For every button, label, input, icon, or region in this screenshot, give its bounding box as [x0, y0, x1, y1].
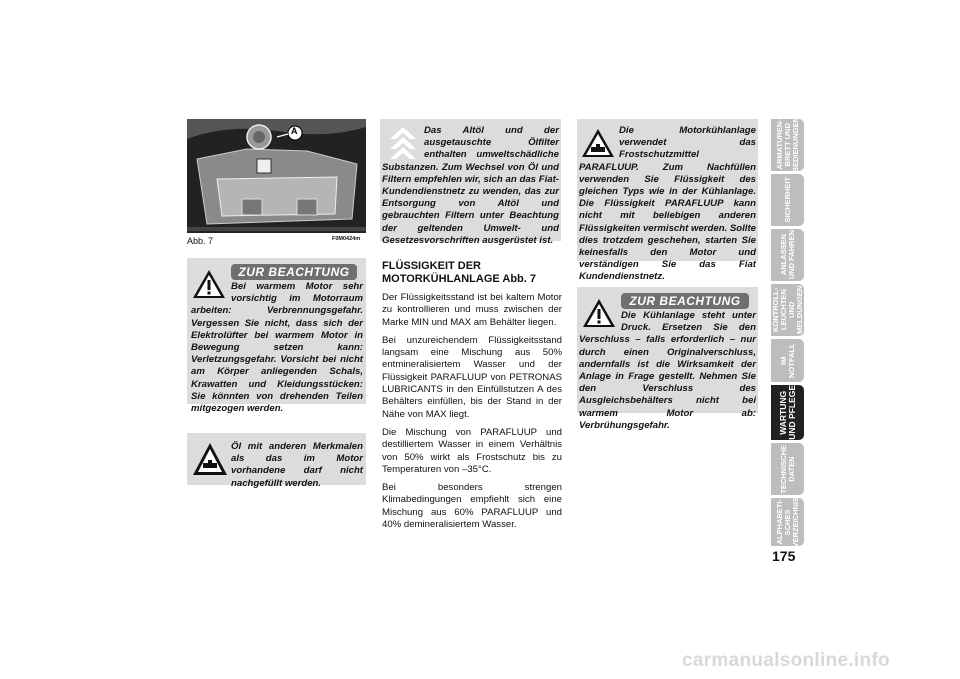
- tab-kontrollleuchten[interactable]: KONTROLL- LEUCHTEN UND MELDUNGEN: [770, 285, 804, 335]
- warning-text-right: Die Kühlanlage steht unter Druck. Ersetzen Sie den Verschluss – falls erforderlich – nur durch einen Originalverschluss, andernfalls ist die Wirksamkeit der Anlage in Frage gestellt. Nehmen Sie den Verschluss des Ausgleichsbehälters nicht bei warmem Motor ab: Verbrühungsgefahr.: [579, 310, 756, 431]
- figure-code: F0M0424m: [332, 236, 361, 242]
- tab-technische-daten[interactable]: TECHNISCHE DATEN: [771, 443, 804, 495]
- warning-header: ZUR BEACHTUNG: [231, 264, 357, 280]
- paragraph-3: Die Mischung von PARAFLUUP und destilliertem Wasser in einem Verhältnis von 50% wirkt als Frostschutz bis zu Temperaturen von –35°C.: [382, 426, 562, 475]
- tab-armaturenbrett[interactable]: ARMATUREN- BRETT UND BEDIENUNGEN: [771, 119, 804, 171]
- tab-verzeichnis[interactable]: ALPHABETI- SCHES VERZEICHNIS: [771, 498, 804, 546]
- figure-caption: Abb. 7: [187, 236, 214, 246]
- environment-text: Das Altöl und der ausgetauschte Ölfilter enthalten umweltschädliche Substanzen. Zum Wechsel von Öl und Filtern empfehlen wir, sich an das Fiat-Kundendienstnetz zu wenden, das zur Entsorgung von Altöl und gebrauchten Filtern unter Beachtung der geltenden Umwelt- und Gesetzesvorschriften ausgerüstet ist.: [382, 125, 559, 246]
- tab-sicherheit[interactable]: SICHERHEIT: [771, 174, 804, 226]
- section-heading-line2: MOTORKÜHLANLAGE Abb. 7: [382, 273, 536, 285]
- tab-im-notfall[interactable]: IM NOTFALL: [771, 339, 804, 382]
- tab-wartung-active[interactable]: WARTUNG UND PFLEGE: [771, 385, 804, 440]
- engine-figure: [187, 119, 366, 233]
- watermark[interactable]: carmanualsonline.info: [682, 650, 890, 671]
- paragraph-4: Bei besonders strengen Klimabedingungen empfiehlt sich eine Mischung aus 60% PARAFLUUP und 40% demineralisiertem Wasser.: [382, 482, 562, 531]
- note-box-right: [577, 119, 758, 283]
- note-text-left: Öl mit anderen Merkmalen als das im Motor vorhandene darf nicht nachgefüllt werden.: [231, 441, 363, 489]
- paragraph-1: Der Flüssigkeitsstand ist bei kaltem Motor zu kontrollieren und muss zwischen der Marke MIN und MAX am Behälter liegen.: [382, 292, 562, 328]
- figure-label-a: A: [291, 126, 298, 136]
- note-text-right: Die Motorkühlanlage verwendet das Frostschutzmittel PARAFLUUP. Zum Nachfüllen verwenden Sie Flüssigkeit des gleichen Typs wie in der Kühlanlage. Die Flüssigkeit PARAFLUUP kann nicht mit beliebigen anderen Flüssigkeiten vermischt werden. Sollte dies trotzdem geschehen, starten Sie keinesfalls den Motor und verständigen Sie das Fiat Kundendienstnetz.: [579, 125, 757, 283]
- warning-box-right: [577, 287, 758, 431]
- tab-anlassen[interactable]: ANLASSEN UND FAHREN: [771, 229, 804, 281]
- page-number: 175: [772, 548, 796, 564]
- engine-illustration: [187, 119, 366, 233]
- warning-box-left: [187, 258, 366, 415]
- paragraph-2: Bei unzureichendem Flüssigkeitsstand langsam eine Mischung aus 50% entmineralisiertem Wasser und der Flüssigkeit PARAFLUUP von PETRONAS LUBRICANTS in den Einfüllstutzen A des Behälters einfüllen, bis der Stand in der Nähe von MAX liegt.: [382, 334, 562, 420]
- section-heading-line1: FLÜSSIGKEIT DER: [382, 260, 482, 272]
- engine-oil-icon: [191, 441, 229, 479]
- warning-text-left: Bei warmem Motor sehr vorsichtig im Motorraum arbeiten: Verbrennungsgefahr. Vergessen Sie nicht, dass sich der Elektrolüfter bei warmem Motor in Bewegung setzen kann: Verletzungsgefahr. Vorsicht bei nicht am Körper anliegenden Schals, Krawatten und Kleidungsstücken: Sie könnten von drehenden Teilen mitgezogen werden.: [191, 281, 363, 415]
- environment-box: [380, 119, 561, 246]
- warning-header-right: ZUR BEACHTUNG: [621, 293, 749, 309]
- note-box-left: [187, 433, 366, 489]
